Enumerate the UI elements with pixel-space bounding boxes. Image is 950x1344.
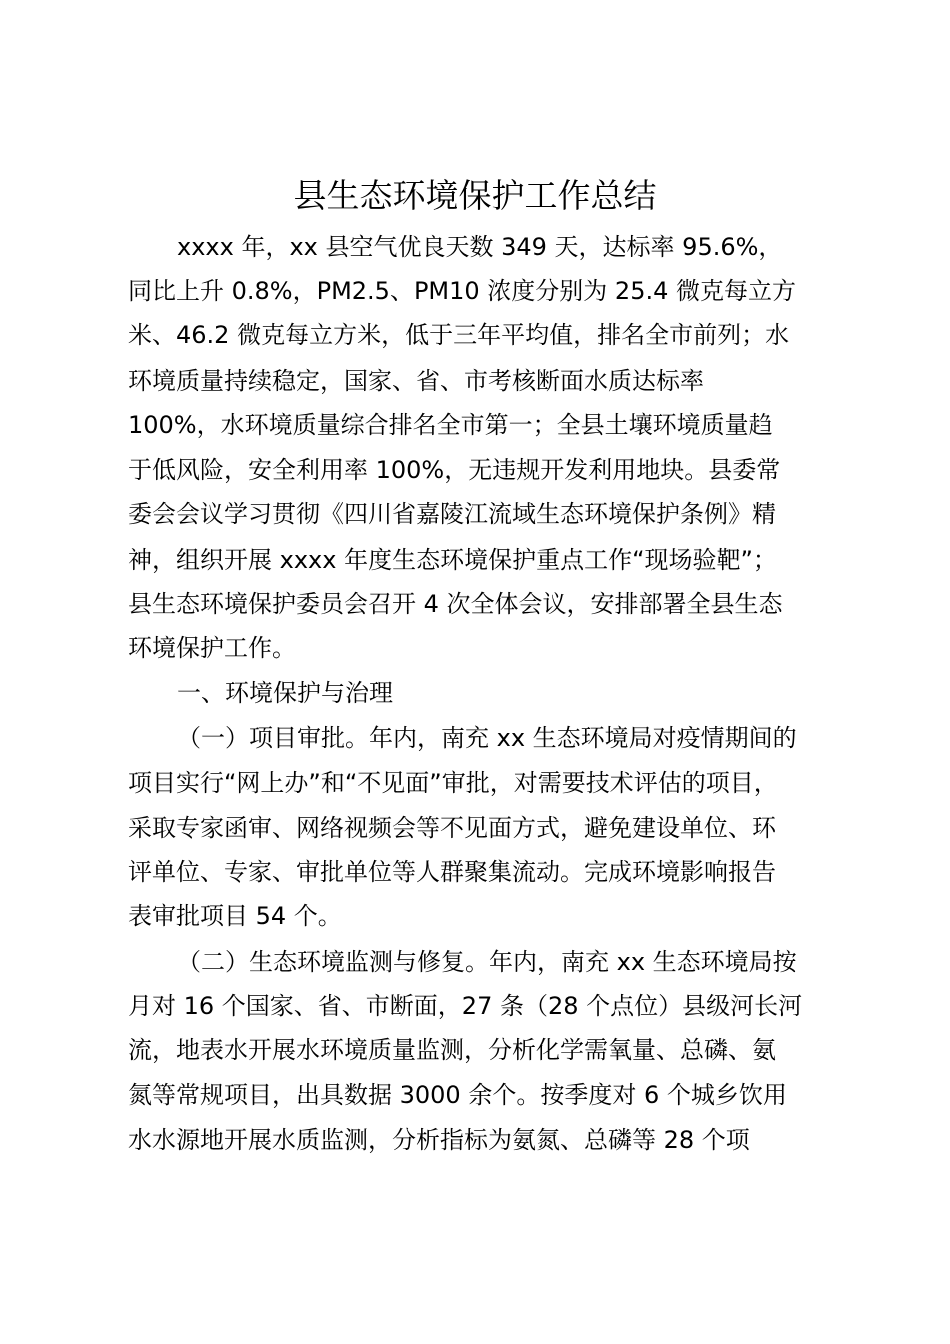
paragraph-1-line-7: 委会会议学习贯彻《四川省嘉陵江流域生态环境保护条例》精	[128, 500, 776, 528]
paragraph-2-line-1: （一）项目审批。年内，南充 xx 生态环境局对疫情期间的	[177, 724, 797, 752]
paragraph-1-line-9: 县生态环境保护委员会召开 4 次全体会议，安排部署全县生态	[128, 590, 783, 618]
paragraph-1-line-2: 同比上升 0.8%，PM2.5、PM10 浓度分别为 25.4 微克每立方	[128, 277, 796, 305]
document-title: 县生态环境保护工作总结	[293, 176, 657, 215]
paragraph-1-line-8: 神，组织开展 xxxx 年度生态环境保护重点工作“现场验靶”；	[128, 546, 777, 574]
paragraph-2-line-5: 表审批项目 54 个。	[128, 902, 342, 930]
paragraph-2-line-2: 项目实行“网上办”和“不见面”审批，对需要技术评估的项目，	[128, 769, 778, 797]
paragraph-3-line-2: 月对 16 个国家、省、市断面，27 条（28 个点位）县级河长河	[128, 992, 803, 1020]
paragraph-1-line-5: 100%，水环境质量综合排名全市第一；全县土壤环境质量趋	[128, 411, 773, 439]
paragraph-3-line-1: （二）生态环境监测与修复。年内，南充 xx 生态环境局按	[177, 948, 797, 976]
paragraph-3-line-5: 水水源地开展水质监测，分析指标为氨氮、总磷等 28 个项	[128, 1126, 750, 1154]
paragraph-2-line-3: 采取专家函审、网络视频会等不见面方式，避免建设单位、环	[128, 814, 776, 842]
paragraph-1-line-10: 环境保护工作。	[128, 634, 296, 662]
paragraph-3-line-4: 氮等常规项目，出具数据 3000 余个。按季度对 6 个城乡饮用	[128, 1081, 787, 1109]
paragraph-1-line-1: xxxx 年，xx 县空气优良天数 349 天，达标率 95.6%，	[177, 233, 783, 261]
paragraph-2-line-4: 评单位、专家、审批单位等人群聚集流动。完成环境影响报告	[128, 858, 776, 886]
paragraph-1-line-6: 于低风险，安全利用率 100%，无违规开发利用地块。县委常	[128, 456, 781, 484]
paragraph-3-line-3: 流，地表水开展水环境质量监测，分析化学需氧量、总磷、氨	[128, 1036, 776, 1064]
section-heading: 一、环境保护与治理	[177, 679, 393, 707]
paragraph-1-line-3: 米、46.2 微克每立方米，低于三年平均值，排名全市前列；水	[128, 321, 790, 349]
paragraph-1-line-4: 环境质量持续稳定，国家、省、市考核断面水质达标率	[128, 367, 704, 395]
